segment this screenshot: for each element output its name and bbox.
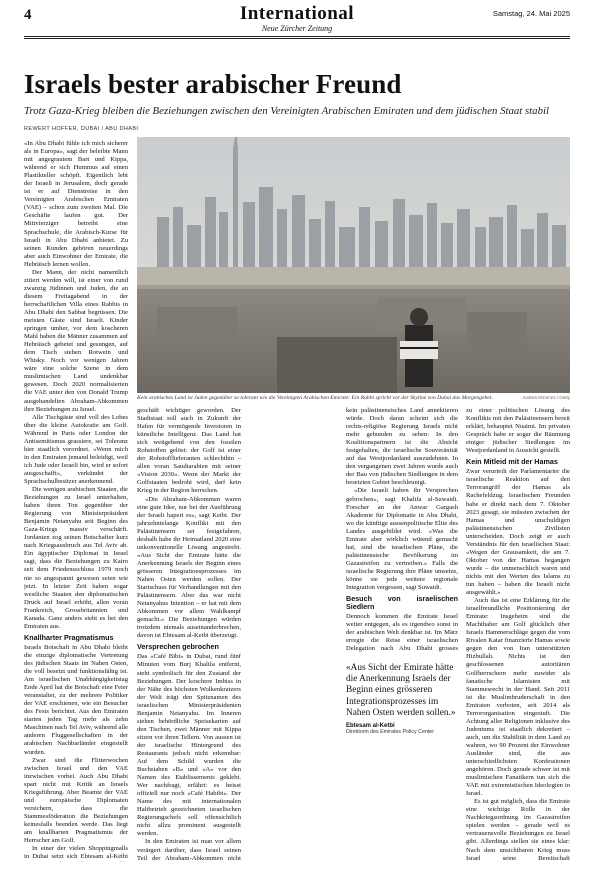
subheading: Knallharter Pragmatismus: [24, 632, 114, 642]
paragraph: «Die Israeli haben ihr Versprechen gebrochen», sagt Khalifa al-Suwaidi. Forscher an der Anwar Gargash Akademie für Diplomatie in Abu Dhabi, wo die künftige aussenpolitische Elite des Landes ausgebildet wird. «Was die Emirate aber wirklich wütend gemacht hat, sind die israelischen Pläne, die palästinensische Bevölkerung im Gazastreifen zu vertreiben.» Falls die israelische Regierung ihre Pläne umsetze, könne sie jede weitere regionale Integration vergessen, sagt Suwaidi.: [346, 487, 458, 592]
subheading: Kein Mitleid mit der Hamas: [466, 457, 558, 467]
subheading: Besuch von israelischen Siedlern: [346, 594, 458, 612]
paragraph: Dennoch kommen die Emirate Israel weiter entgegen, als es irgendwo sonst in der arabischen Welt denkbar ist. Im März erregte die Reise einer israelischen Delegation nach Abu Dhabi grosses: [346, 613, 458, 653]
paragraph: Es ist gut möglich, dass die Emirate eine wichtige Rolle in der Nachkriegsordnung im Gazastreifen spielen werden – gerade weil es vertrauensvolle Beziehungen zu Israel gibt. Allerdings stellen sie eines klar: Nach dem unsichtbaren Krieg muss Israel seine Bereitschaft: [466, 798, 570, 862]
paragraph: zu einer politischen Lösung des Konflikts mit den Palästinensern bereit erklärt, behauptet Nuaimi. Im privaten Gespräch habe er sogar die Räumung einiger jüdischer Siedlungen im Westjordanland in Aussicht gestellt.: [466, 407, 570, 455]
paragraph: Israels Botschaft in Abu Dhabi bleibt die einzige diplomatische Vertretung des jüdischen Staats im Nahen Osten, die voll besetzt und funktionsfähig ist. Am israelischen Unabhängigkeitstag Ende April hat die Botschaft eine Feier veranstaltet, zu der mehrere Politiker der VAE erschienen, wie ein Besucher des Fests berichtet. Aus den Emiraten starten jeden Tag mehr als zehn Maschinen nach Tel Aviv, während alle anderen Fluggesellschaften in der arabischen Nachbarländer eingestellt wurden.: [24, 643, 128, 756]
header-rule: [24, 36, 570, 37]
paragraph: Auch das ist eine Erklärung für die israelfreundliche Positionierung der Emirate: Insgeheim sind die Machthaber am Golf glücklich über Israels Hammerschläge gegen die vom Rivalen Katar finanzierte Hamas sowie gegen den von Iran unterstützten Hizbullah. Nichts ist den geschlossenen autoritären Golfherrschern mehr zuwider als fanatische Islamisten mit Stammesrecht in der Hand. Seit 2011 ist die Muslimbruderschaft in den Emiraten verboten, seit 2014 als Terrororganisation eingestuft. Die Achtung aller Religionen inklusive des Judentums ist staatlich dekretiert – auch, um die Stabilität in dem Land zu wahren, wo 90 Prozent der Einwohner Ausländer sind, die aus unterschiedlichsten Konfessionen angehören. Doch gerade schwer ist mit muslimischen Fanatikern tun sich die VAE mit extremistischen Ideologien in Israel.: [466, 597, 570, 798]
paragraph: In einer der vielen Shoppingmalls in Dubai setzt sich Ebtesam al-Ketbi: [24, 845, 128, 861]
paragraph: Das «Café Bibi» in Dubai, rund fünf Minuten vom Burj Khalifa entfernt, steht symbolisch für den Zustand der Beziehungen. Der koschere Imbiss in der Nähe des höchsten Wolkenkratzers der Welt trägt den Spitznamen des israelischen Ministerpräsidenten Benjamin Netanyahu. Im Inneren stehen behördliche Speisekarten auf den Tischen, zwei Männer mit Kippa sitzen vor ihren Tellern. Von aussen ist der israelische Hintergrund des Restaurants jedoch nicht erkennbar: Auf dem Schild wurden die Buchstaben «B» und «A» vor den Namen des Etablissements geklebt. Wer nachfragt, erfährt: es heisst offiziell nur noch «Café Habibi». Der Name des mit internationalen Haltbetrieb gezeichneten israelischen Regierungschefs soll offensichtlich nicht allzu prominent ausgestellt werden.: [137, 653, 241, 838]
paragraph: kein palästinensisches Land annektieren würde. Doch daran scheint sich die rechts-religiöse Regierung Israels nicht mehr gebunden zu sehen: In den Koalitionspartnern ist die Absicht festgehalten, die israelische Souveränität auf das Westjordanland auszudehnen. In den vergangenen zwei Jahren wurde auch der Bau von jüdischen Siedlungen in dem besetzten Gebiet beschleunigt.: [346, 407, 458, 487]
paragraph: «In Abu Dhabi fühle ich mich sicherer als in Europa», sagt der beleibte Mann mit angegrautem Bart und Kippa, während er sich Hummus auf einen Plastikteller schöpft. Eigentlich lebt der Israeli in Jerusalem, doch gerade ist er auf Dienstreise in den Vereinigten Arabischen Emiraten (VAE) – schon zum zweiten Mal. Die Geschäfte laufen gut. Der Mittvierziger betreibt eine Sprachschule, die Arabisch-Kurse für Israeli in Abu Dhabi anbietet. Zu seinen Kunden gehören neuerdings aber auch Einwohner der Emirate, die Hebräisch lernen wollen.: [24, 140, 128, 268]
paragraph: Alle Tischgäste sind voll des Lobes über die kleine Autokratie am Golf. Während in Paris oder London der Antisemitismus grassiere, sei Toleranz hier staatlich verordnet. «Wenn mich in den Emiraten jemand beleidigt, weil ich Jude oder Israeli bin, wird er sofort ausgeschafft», verkündet der Sprachschulbesitzer anerkennend.: [24, 413, 128, 485]
quote-text: «Aus Sicht der Emirate hätte die Anerkennung Israels der Beginn eines grösseren Integrationsprozesses im Nahen Osten werden sollen.»: [346, 663, 456, 718]
issue-date: Samstag, 24. Mai 2025: [492, 9, 570, 18]
section-title: International: [239, 3, 355, 24]
column-3: [346, 407, 458, 653]
photo-caption: [137, 395, 570, 401]
paragraph: In den Emiraten ist man vor allem verärgert darüber, dass Israel seinen Teil der Abraham-Abkommen nicht: [137, 838, 241, 862]
article-headline: Israels bester arabischer Freund: [24, 69, 402, 99]
pull-quote: [346, 663, 458, 735]
paragraph: Zwar sind die Flitterwochen zwischen Israel und den VAE inzwischen vorbei. Auch Abu Dhabi spart nicht mit Kritik an Israels Kriegsführung. Aber Beamte der VAE und europäische Diplomaten versichern, dass die Stammesföderation die Beziehungen keinesfalls beenden werde. Das liegt am knallharten Pragmatismus der Herrscher am Golf.: [24, 756, 128, 845]
paragraph: Zwar verurteilt der Parlamentarier die israelische Reaktion auf den Terrorangriff der Hamas als Rachefeldzug. Israelischen Freunden habe er direkt nach dem 7. Oktober 2023 gesagt, sie müssten zwischen der Hamas und unschuldigen palästinensischen Zivilisten unterscheiden. Doch zeigt er auch Verständnis für den israelischen Staat: «Wegen der Grausamkeit, die am 7. Oktober von der Hamas begangen wurde – die unmenschlich waren und nichts mit den Werten des Islams zu tun haben – haben die Israeli nicht ausgewählt.»: [466, 468, 570, 597]
paragraph: «Die Abraham-Abkommen waren eine gute Idee, nur bei der Ausführung der Israeli hapert es», sagt Ketbi. Der jahrzehntelange Konflikt mit den Palästinensern sei festgefahren, deshalb habe ihr Heimatland 2020 eine unkonventionelle Lösung angestrebt. «Aus Sicht der Emirate hätte die Anerkennung Israels der Beginn eines grösseren Integrationsprozesses im Nahen Osten werden sollen. Der Startschuss für Verhandlungen mit den Palästinensern. Aber das war nicht Netanyahus Intention – er hat mit dem Abkommen vor allem Wahlkampf gemacht.» Die Beziehungen würden trotzdem niemals auseinanderbrechen, davon ist Ebtesam al-Ketbi überzeugt.: [137, 495, 241, 640]
header-rule-thin: [24, 38, 570, 39]
quote-role: Direktorin des Emirates Policy Center: [346, 729, 435, 736]
page-number: 4: [24, 7, 32, 23]
dubai-skyline-photo: [137, 137, 570, 393]
photo-credit: Andrea DiCenzo / Getty: [522, 395, 570, 400]
column-2: [137, 407, 241, 862]
paragraph: Die wenigen arabischen Staaten, die Beziehungen zu Israel unterhalten, haben ihren Ton gegenüber der Regierung von Ministerpräsident Benjamin Netanyahu seit Beginn des Gaza-Kriegs massiv verschärft. Jordanien zog seinen Botschafter kurz nach Kriegsausbruch aus Tel Aviv ab. Ein ägyptischer Diplomat in Israel sagt, dass die Beziehungen zu Kairo seit dem Friedensschluss 1979 noch nie so angespannt gewesen seien wie jetzt. In letzter Zeit haben sogar westliche Staaten den diplomatischen Druck auf Israel erhöht, allen voran Frankreich, Grossbritannien und Kanada. Ganz anders sieht es bei den Emiraten aus.: [24, 486, 128, 630]
newspaper-name: Neue Zürcher Zeitung: [261, 24, 333, 33]
column-1: [24, 140, 128, 862]
paragraph: geschäft wichtiger geworden. Der Stadtstaat soll auch in Zukunft der Hafen für vermögende Investoren in künstliche Intelligenz. Das Land hat sich weitgehend von den fossilen Rohstoffen gelöst: der Golf ist einer der Rohstofflieferanten schlechthin – allen voran Saudiarabien mit seiner «Vision 2030». Wenn der Markt der Golfstaaten bedroht wird, darf kein Krieg in der Region herrschen.: [137, 407, 241, 495]
paragraph: Der Mann, der nicht namentlich zitiert werden will, ist einer von rund zwanzig Jüdinnen und Juden, die an diesem Freitagabend in der herrschaftlichen Villa eines Rabbis in Abu Dhabi den Sabbat begrüssen. Die meisten Gäste sind Israeli. Kinder springen umher, vor dem koscheren Mahl haben die Männer zusammen auf Hebräisch gebetet und gesungen, auf dem Tisch stehen Rotwein und Whisky. Noch vor wenigen Jahren wäre eine solche Szene in dem muslimischen Land undenkbar gewesen. Doch 2020 normalisierten die VAE unter den von Donald Trump ausgehandelten Abraham-Abkommen ihre Beziehungen zu Israel.: [24, 268, 128, 413]
subheading: Versprechen gebrochen: [137, 642, 219, 652]
article-byline: REWERT HOFFER, DUBAI / ABU DHABI: [24, 126, 139, 132]
quote-author: Ebtesam al-Ketbi: [346, 723, 395, 730]
article-photo: [137, 137, 570, 393]
article-dek: Trotz Gaza-Krieg bleiben die Beziehungen zwischen den Vereinigten Arabischen Emiraten und dem jüdischen Staat stabil: [24, 105, 549, 117]
column-4: [466, 407, 570, 862]
caption-text: Kein arabisches Land ist Juden gegenüber so tolerant wie die Vereinigten Arabischen Emirate: Ein Rabbi spricht vor der Skyline von Dubai das Morgengebet.: [137, 395, 493, 401]
